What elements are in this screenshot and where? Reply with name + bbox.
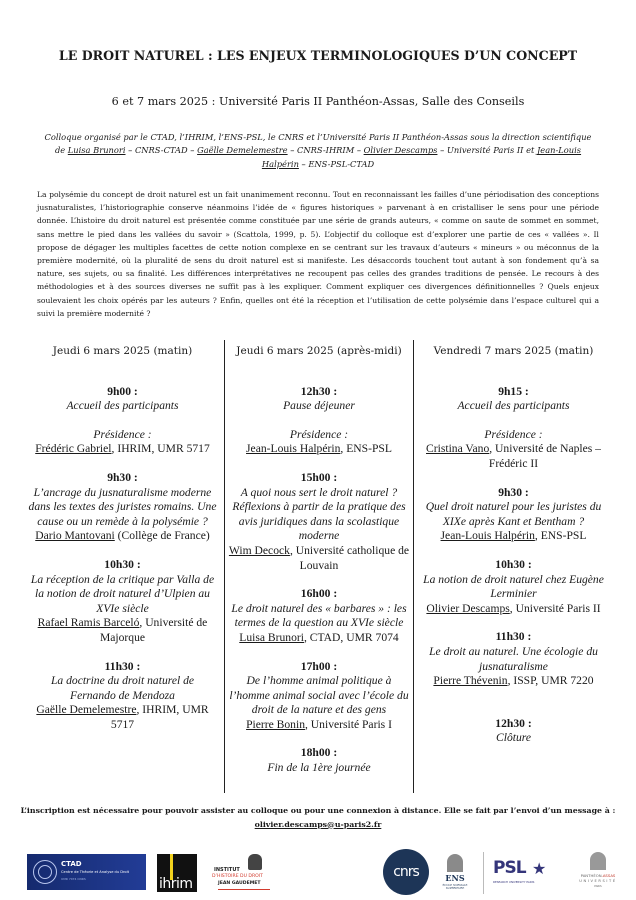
program-session [225, 385, 413, 414]
abstract-paragraph: La polysémie du concept de droit naturel est un fait unanimement reconnu. Tout en reconnaissant les failles d’une périodisation des conceptions jusnaturalistes, l’historiographie conserve néanmoins l’idée de « figures historiques » parvenant à en cristalliser le sens pour une période donnée. L’histoire du droit naturel est présentée comme constituée par une série de grands auteurs, « comme on saute de sommet en sommet, sans mettre le pied dans les vallées du savoir » (Scattola, 1999, p. 5). L’objectif du colloque est d’explorer une partie de ces « vallées ». Il propose de dégager les multiples facettes de cette notion complexe en se centrant sur les travaux d’auteurs « mineurs » ou méconnus de la première modernité, où la pluralité de sens du droit naturel est si manifeste. Les désaccords touchent tout autant à son fondement qu’à sa nature, ses sujets, ou sa finalité. Les différences interprétatives ne recoupent pas celles des grandes traditions de pensée. Le recours à des méthodologies et à des sources diverses ne suffit pas à les expliquer. Comment expliquer ces divergences définitionnelles ? Quels enjeux soulevaient les choix opérés par les auteurs ? Enfin, quelles ont été la réception et l’utilisation de cette polysémie dans l’espace culturel qui a suivi la première modernité ? [37, 190, 599, 318]
session-time: 10h30 : [104, 557, 141, 571]
organizer-name-link[interactable]: Luisa Brunori [67, 145, 126, 156]
psl-logo-sub: RESEARCH UNIVERSITY PARIS [493, 880, 535, 884]
speaker-affiliation: , ENS-PSL [340, 442, 392, 456]
portrait-icon [248, 854, 262, 870]
speaker-affiliation: (Collège de France) [114, 529, 210, 543]
day-heading: Jeudi 6 mars 2025 (matin) [52, 345, 193, 357]
session-title: Clôture [496, 731, 531, 745]
program-session [28, 660, 217, 733]
program-session [225, 587, 413, 645]
pantheon-assas-logo [572, 852, 624, 894]
ctad-logo [27, 854, 146, 890]
speaker-line [225, 718, 413, 733]
session-title: Quel droit naturel pour les juristes du XIXe après Kant et Bentham ? [425, 500, 602, 528]
program-day-column [224, 340, 414, 793]
assas-logo-assas: -ASSAS [601, 873, 616, 878]
session-title: Le droit au naturel. Une écologie du jusnaturalisme [429, 644, 598, 673]
speaker-affiliation: , Université de Majorque [99, 616, 208, 644]
speaker-affiliation: , Université Paris I [305, 717, 392, 731]
session-time: 12h30 : [495, 716, 532, 730]
ens-building-icon [447, 854, 463, 872]
ctad-logo-name: CTAD [61, 860, 82, 868]
speaker-affiliation: , Université Paris II [509, 601, 601, 615]
ihrim-logo [157, 854, 197, 892]
session-title: La notion de droit naturel chez Eugène Lerminier [423, 572, 604, 601]
program-session [417, 486, 610, 544]
session-title: L’ancrage du jusnaturalisme moderne dans les textes des juristes romains. Une cause ou un remède à la polysémie ? [28, 485, 217, 528]
organizer-affiliation: – Université Paris II et [437, 145, 537, 156]
session-title: Présidence : [289, 427, 349, 441]
speaker-line [28, 703, 217, 732]
organizer-name-link[interactable]: Olivier Descamps [363, 145, 438, 156]
speaker-affiliation: , Université catholique de Louvain [289, 543, 410, 572]
session-title: Accueil des participants [457, 399, 570, 413]
speaker-name-link[interactable]: Dario Mantovani [35, 529, 115, 543]
session-time: 15h00 : [300, 470, 338, 484]
speaker-name-link[interactable]: Luisa Brunori [239, 630, 304, 644]
speaker-line [225, 544, 413, 573]
star-icon: ★ [532, 859, 547, 878]
session-chair [417, 428, 610, 472]
organizer-affiliation: – ENS-PSL-CTAD [298, 158, 375, 169]
speaker-affiliation: , ISSP, UMR 7220 [507, 674, 594, 688]
speaker-line [28, 529, 217, 544]
session-time: 9h00 : [107, 384, 138, 398]
session-title: De l’homme animal politique à l’homme animal social avec l’école du droit de la nature et des gens [229, 674, 409, 717]
session-title-text: Fin de la 1ère journée [267, 761, 371, 775]
session-time: 12h30 : [300, 384, 338, 398]
ens-logo [440, 854, 470, 894]
speaker-line [417, 602, 610, 617]
pantheon-dome-icon [590, 852, 606, 870]
organizer-name-link[interactable]: Jean-Louis Halpérin [261, 145, 582, 169]
session-title: La réception de la critique par Valla de la notion de droit naturel d’Ulpien au XVIe siècle [30, 572, 215, 615]
ens-logo-text: ENS [445, 873, 465, 883]
day-heading: Jeudi 6 mars 2025 (après-midi) [236, 345, 402, 357]
program-columns [28, 340, 610, 793]
ctad-logo-line2: UMR 7074 CNRS [61, 877, 86, 881]
day-heading: Vendredi 7 mars 2025 (matin) [433, 345, 594, 357]
program-session [417, 558, 610, 616]
cnrs-logo: cnrs [383, 849, 429, 895]
ctad-emblem-inner-icon [38, 865, 52, 879]
session-time: 10h30 : [495, 557, 532, 571]
session-time: 11h30 : [104, 659, 141, 673]
program-day-column [28, 340, 217, 793]
organizers-paragraph [40, 131, 596, 171]
institut-logo-rule [218, 889, 270, 890]
assas-logo-line2: UNIVERSITÉ [579, 879, 617, 883]
speaker-name-link[interactable]: Cristina Vano [426, 442, 490, 456]
psl-logo-text: PSL [493, 858, 526, 878]
speaker-affiliation: , ENS-PSL [534, 529, 587, 543]
speaker-name-link[interactable]: Gaëlle Demelemestre [36, 703, 137, 717]
session-title: La doctrine du droit naturel de Fernando de Mendoza [50, 674, 195, 702]
program-session [28, 385, 217, 414]
assas-logo-pantheon: PANTHÉON [580, 873, 602, 878]
assas-logo-line3: PARIS [594, 885, 602, 888]
program-session [417, 717, 610, 746]
institut-logo-line3: JEAN GAUDEMET [218, 881, 261, 886]
speaker-line [28, 616, 217, 645]
speaker-line [417, 674, 610, 689]
session-time: 11h30 : [495, 630, 532, 644]
institut-logo-line1: INSTITUT [214, 867, 240, 873]
program-session [225, 471, 413, 573]
speaker-name-link[interactable]: Wim Decock [228, 543, 290, 557]
speaker-name-link[interactable]: Jean-Louis Halpérin [246, 442, 341, 456]
organizer-name-link[interactable]: Gaëlle Demelemestre [197, 145, 288, 156]
contact-email-link[interactable]: olivier.descamps@u-paris2.fr [254, 819, 382, 829]
program-session [417, 385, 610, 414]
speaker-name-link[interactable]: Frédéric Gabriel [35, 442, 112, 456]
session-title: Présidence : [93, 427, 152, 441]
session-time: 18h00 : [300, 746, 338, 760]
program-day-column [417, 340, 610, 793]
ctad-logo-line1: Centre de Théorie et Analyse du Droit [61, 870, 130, 874]
institut-histoire-droit-logo [212, 854, 276, 892]
ihrim-logo-text: ihrim [159, 876, 193, 892]
organizer-affiliation: – CNRS-IHRIM – [287, 145, 364, 156]
speaker-line [417, 442, 610, 471]
logo-divider [483, 852, 484, 894]
session-time: 17h00 : [300, 659, 338, 673]
organizer-affiliation: – CNRS-CTAD – [125, 145, 198, 156]
session-title: Accueil des participants [66, 399, 179, 413]
session-title: Présidence : [484, 427, 543, 441]
session-title: Pause déjeuner [283, 399, 355, 413]
session-chair [225, 428, 413, 457]
program-session [28, 471, 217, 544]
session-time: 9h30 : [498, 485, 529, 499]
registration-note [0, 804, 636, 831]
session-time: 9h15 : [498, 384, 529, 398]
speaker-affiliation: , IHRIM, UMR 5717 [111, 442, 210, 456]
program-session [225, 746, 413, 775]
speaker-name-link[interactable]: Rafael Ramis Barceló [37, 616, 140, 630]
registration-text: L’inscription est nécessaire pour pouvoir assister au colloque ou pour une connexion à distance. Elle se fait par l’envoi d’un message à : [20, 806, 616, 815]
ens-logo-sub: ÉCOLE NORMALE SUPÉRIEURE [442, 884, 468, 890]
speaker-name-link[interactable]: Jean-Louis Halpérin [440, 529, 535, 543]
organizers-intro: Colloque organisé par le CTAD, l’IHRIM, l’ENS-PSL, le CNRS et l’Université Paris II Panthéon-Assas sous la direction scientifique de [44, 132, 592, 156]
speaker-name-link[interactable]: Olivier Descamps [426, 601, 510, 615]
page-title: LE DROIT NATUREL : LES ENJEUX TERMINOLOGIQUES D’UN CONCEPT [58, 48, 578, 63]
session-title: Le droit naturel des « barbares » : les termes de la question au XVIe siècle [231, 601, 407, 630]
psl-logo [493, 858, 553, 888]
speaker-line [225, 631, 413, 646]
assas-logo-line1 [572, 873, 624, 878]
event-date-location: 6 et 7 mars 2025 : Université Paris II Panthéon-Assas, Salle des Conseils [111, 95, 525, 108]
session-time: 9h30 : [107, 470, 138, 484]
partner-logos [0, 848, 636, 896]
speaker-line [28, 442, 217, 457]
speaker-affiliation: , CTAD, UMR 7074 [304, 630, 399, 644]
institut-logo-line2: D’HISTOIRE DU DROIT [212, 874, 263, 879]
session-title: A quoi nous sert le droit naturel ? Réflexions à partir de la pratique des avis juridiques dans la scolastique moderne [232, 485, 406, 543]
session-chair [28, 428, 217, 457]
program-session [225, 660, 413, 733]
speaker-affiliation: , Université de Naples – Frédéric II [488, 442, 601, 470]
session-time: 16h00 : [300, 587, 338, 601]
speaker-line [225, 442, 413, 457]
program-session [417, 630, 610, 688]
speaker-affiliation: , IHRIM, UMR 5717 [110, 703, 209, 731]
speaker-name-link[interactable]: Pierre Thévenin [433, 674, 508, 688]
session-title [225, 761, 413, 776]
speaker-line [417, 529, 610, 544]
program-session [28, 558, 217, 646]
speaker-name-link[interactable]: Pierre Bonin [246, 717, 305, 731]
